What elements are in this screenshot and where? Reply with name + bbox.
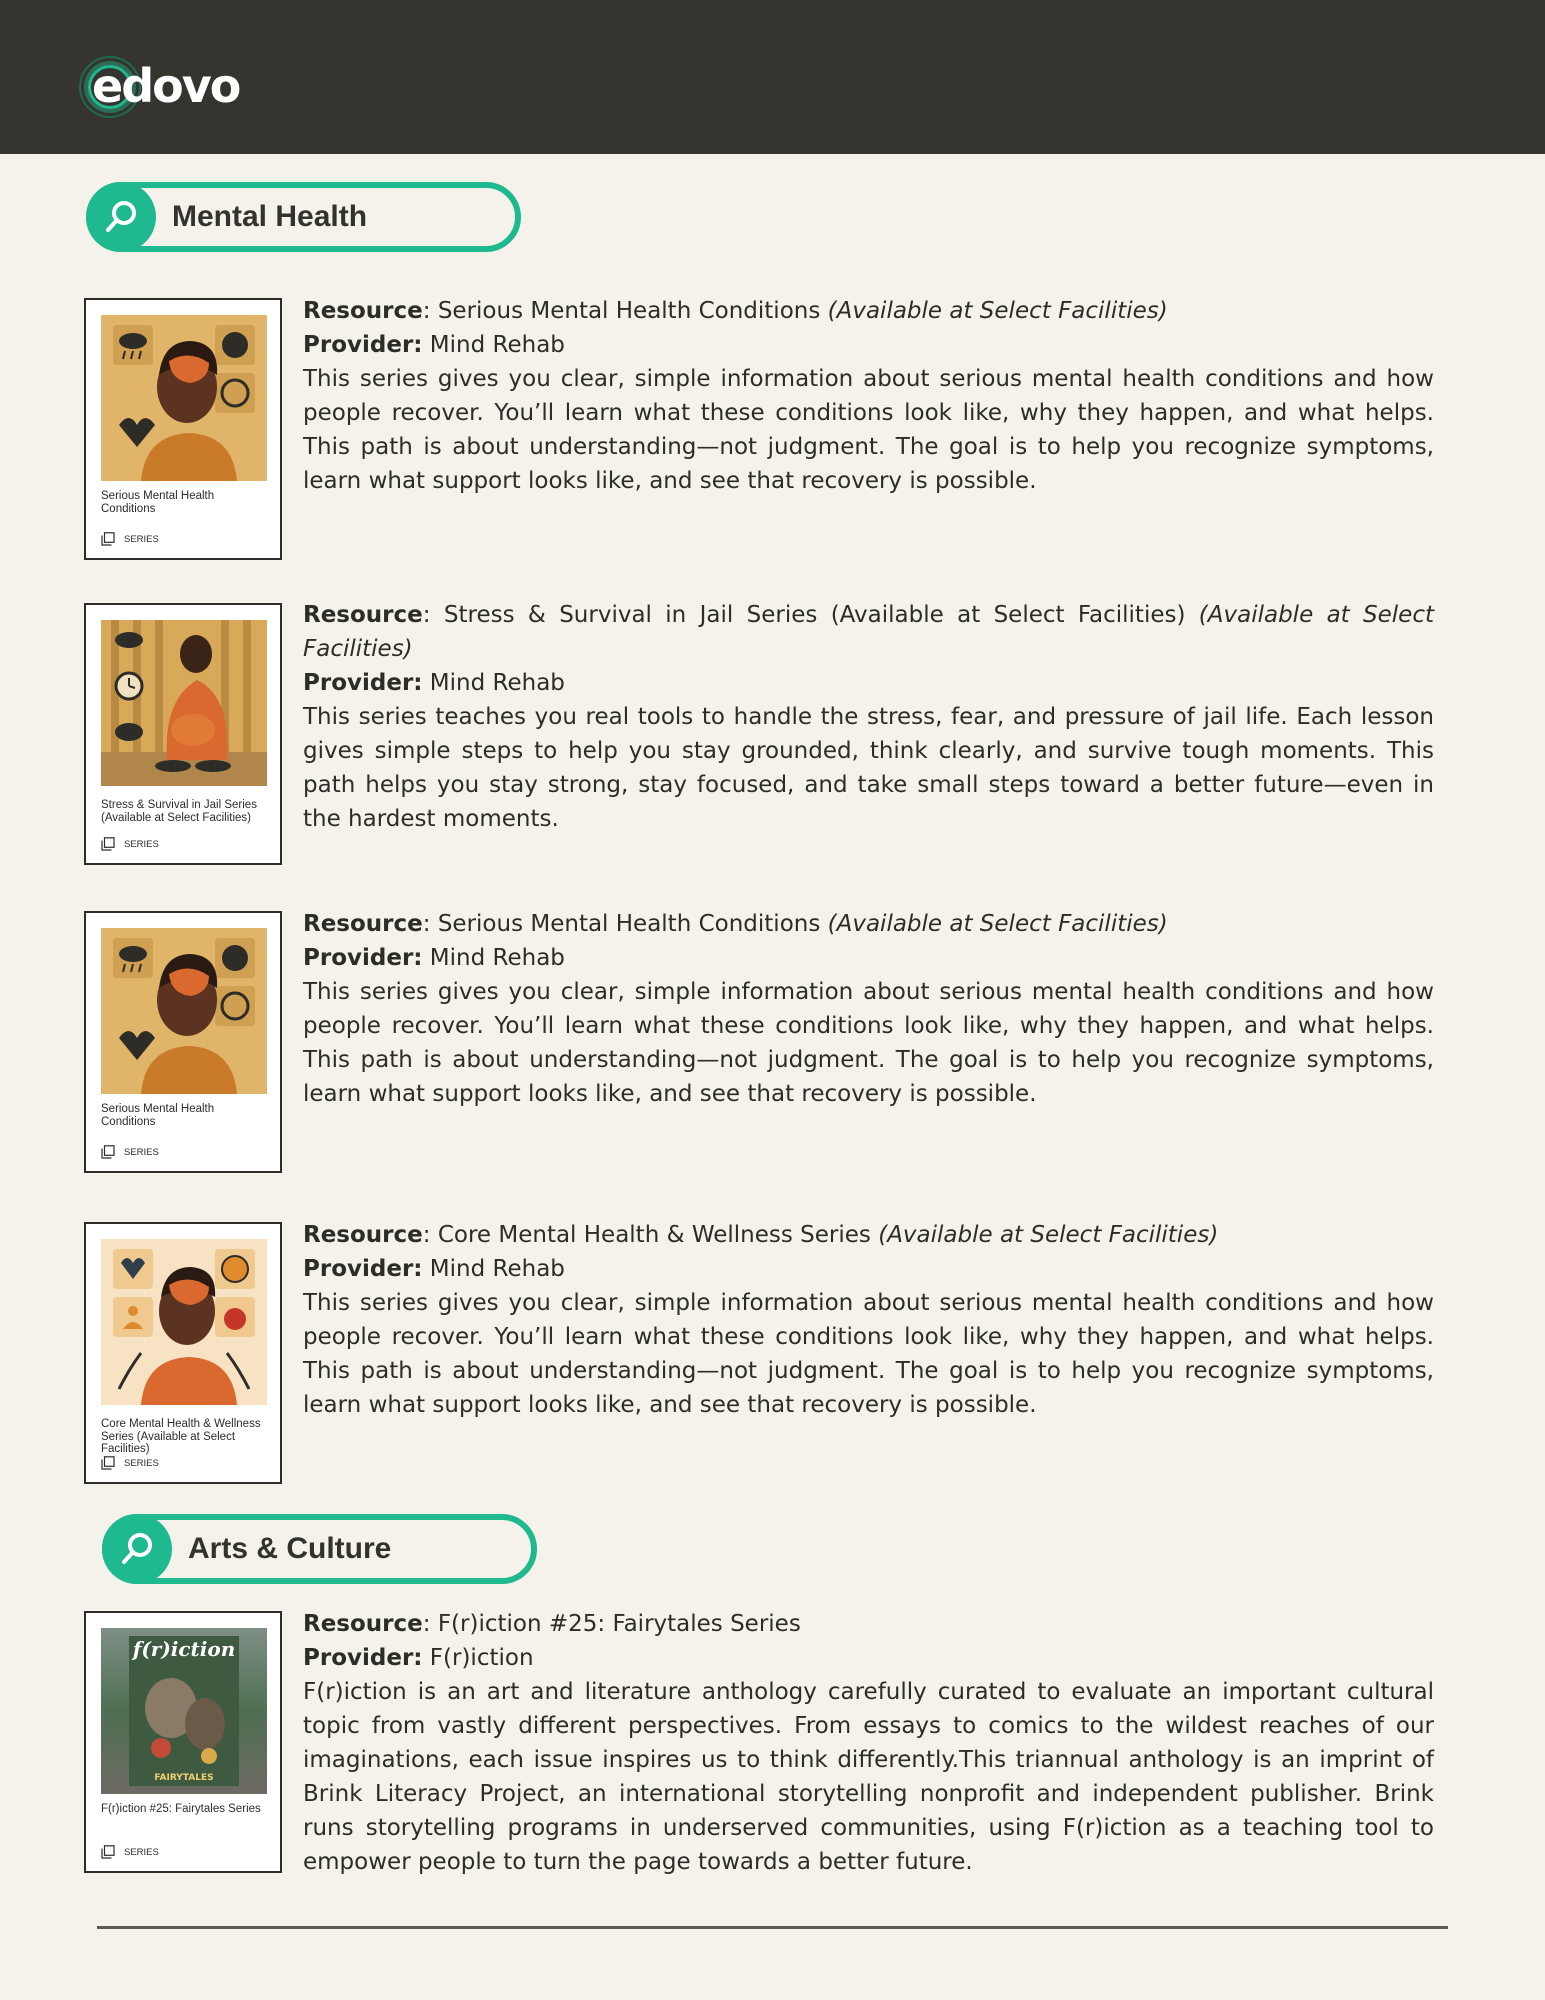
- resource-description: This series gives you clear, simple information about serious mental health conditions and how people recover. You’ll learn what these conditions look like, why they happen, and what helps. This path is about understanding—not judgment. The goal is to help you recognize symptoms, learn what support looks like, and see that recovery is possible.: [303, 1290, 1434, 1418]
- section-header-mental-health: [86, 182, 521, 252]
- resource-card[interactable]: [84, 911, 282, 1173]
- card-title: F(r)iction #25: Fairytales Series: [101, 1803, 261, 1815]
- provider-line: Provider: Mind Rehab: [303, 945, 565, 971]
- card-title: Core Mental Health & Wellness Series (Available at Select Facilities): [101, 1418, 261, 1455]
- cover-image-serious-mental-health: [101, 315, 267, 481]
- resource-line: Resource: Serious Mental Health Conditions (Available at Select Facilities): [303, 911, 1168, 937]
- series-icon: [101, 532, 115, 546]
- provider-line: Provider: Mind Rehab: [303, 1256, 565, 1282]
- provider-line: Provider: Mind Rehab: [303, 332, 565, 358]
- resource-line: Resource: Serious Mental Health Conditions (Available at Select Facilities): [303, 298, 1168, 324]
- resource-description: This series gives you clear, simple information about serious mental health conditions and how people recover. You’ll learn what these conditions look like, why they happen, and what helps. This path is about understanding—not judgment. The goal is to help you recognize symptoms, learn what support looks like, and see that recovery is possible.: [303, 366, 1434, 494]
- resource-entry: [303, 598, 1434, 836]
- cover-subtitle: FAIRYTALES: [154, 1773, 214, 1783]
- cover-image-serious-mental-health: [101, 928, 267, 1094]
- cover-image-stress-survival: [101, 620, 267, 786]
- resource-line: Resource: Stress & Survival in Jail Series (Available at Select Facilities) (Available at Select Facilities): [303, 602, 1434, 662]
- card-type: SERIES: [101, 1456, 159, 1470]
- resource-entry: [303, 907, 1434, 1111]
- search-icon: [86, 182, 156, 252]
- provider-line: Provider: Mind Rehab: [303, 670, 565, 696]
- resource-entry: [303, 294, 1434, 498]
- card-type: SERIES: [101, 1845, 159, 1859]
- footer-divider: [97, 1926, 1448, 1929]
- edovo-logo[interactable]: [84, 58, 239, 114]
- card-title: Stress & Survival in Jail Series (Available at Select Facilities): [101, 799, 257, 824]
- resource-entry: [303, 1218, 1434, 1422]
- card-title: Serious Mental Health Conditions: [101, 490, 215, 515]
- card-type: SERIES: [101, 532, 159, 546]
- resource-line: Resource: Core Mental Health & Wellness Series (Available at Select Facilities): [303, 1222, 1219, 1248]
- series-icon: [101, 837, 115, 851]
- section-title: Arts & Culture: [188, 1532, 392, 1565]
- resource-description: This series teaches you real tools to handle the stress, fear, and pressure of jail life. Each lesson gives simple steps to help you stay grounded, think clearly, and survive tough moments. This path helps you stay strong, stay focused, and take small steps toward a better future—even in the hardest moments.: [303, 704, 1434, 832]
- provider-line: Provider: F(r)iction: [303, 1645, 534, 1671]
- resource-card[interactable]: [84, 603, 282, 865]
- cover-title: f(r)iction: [132, 1637, 236, 1661]
- resource-line: Resource: F(r)iction #25: Fairytales Series: [303, 1611, 801, 1637]
- section-title: Mental Health: [172, 200, 368, 233]
- section-header-arts-culture: [102, 1514, 537, 1584]
- logo-text: edovo: [92, 59, 240, 113]
- series-icon: [101, 1845, 115, 1859]
- cover-image-friction-fairytales: [101, 1628, 267, 1794]
- resource-description: This series gives you clear, simple information about serious mental health conditions and how people recover. You’ll learn what these conditions look like, why they happen, and what helps. This path is about understanding—not judgment. The goal is to help you recognize symptoms, learn what support looks like, and see that recovery is possible.: [303, 979, 1434, 1107]
- resource-card[interactable]: [84, 1611, 282, 1873]
- series-icon: [101, 1145, 115, 1159]
- header-bar: [0, 0, 1545, 154]
- card-type: SERIES: [101, 1145, 159, 1159]
- resource-card[interactable]: [84, 1222, 282, 1484]
- resource-entry: [303, 1607, 1434, 1879]
- search-icon: [102, 1514, 172, 1584]
- card-title: Serious Mental Health Conditions: [101, 1103, 215, 1128]
- resource-description: F(r)iction is an art and literature anthology carefully curated to evaluate an important cultural topic from vastly different perspectives. From essays to comics to the wildest reaches of our imaginations, each issue inspires us to think differently.This triannual anthology is an imprint of Brink Literacy Project, an international storytelling nonprofit and independent publisher. Brink runs storytelling programs in underserved communities, using F(r)iction as a teaching tool to empower people to turn the page towards a better future.: [303, 1679, 1434, 1875]
- series-icon: [101, 1456, 115, 1470]
- resource-card[interactable]: [84, 298, 282, 560]
- cover-image-core-mental-health: [101, 1239, 267, 1405]
- card-type: SERIES: [101, 837, 159, 851]
